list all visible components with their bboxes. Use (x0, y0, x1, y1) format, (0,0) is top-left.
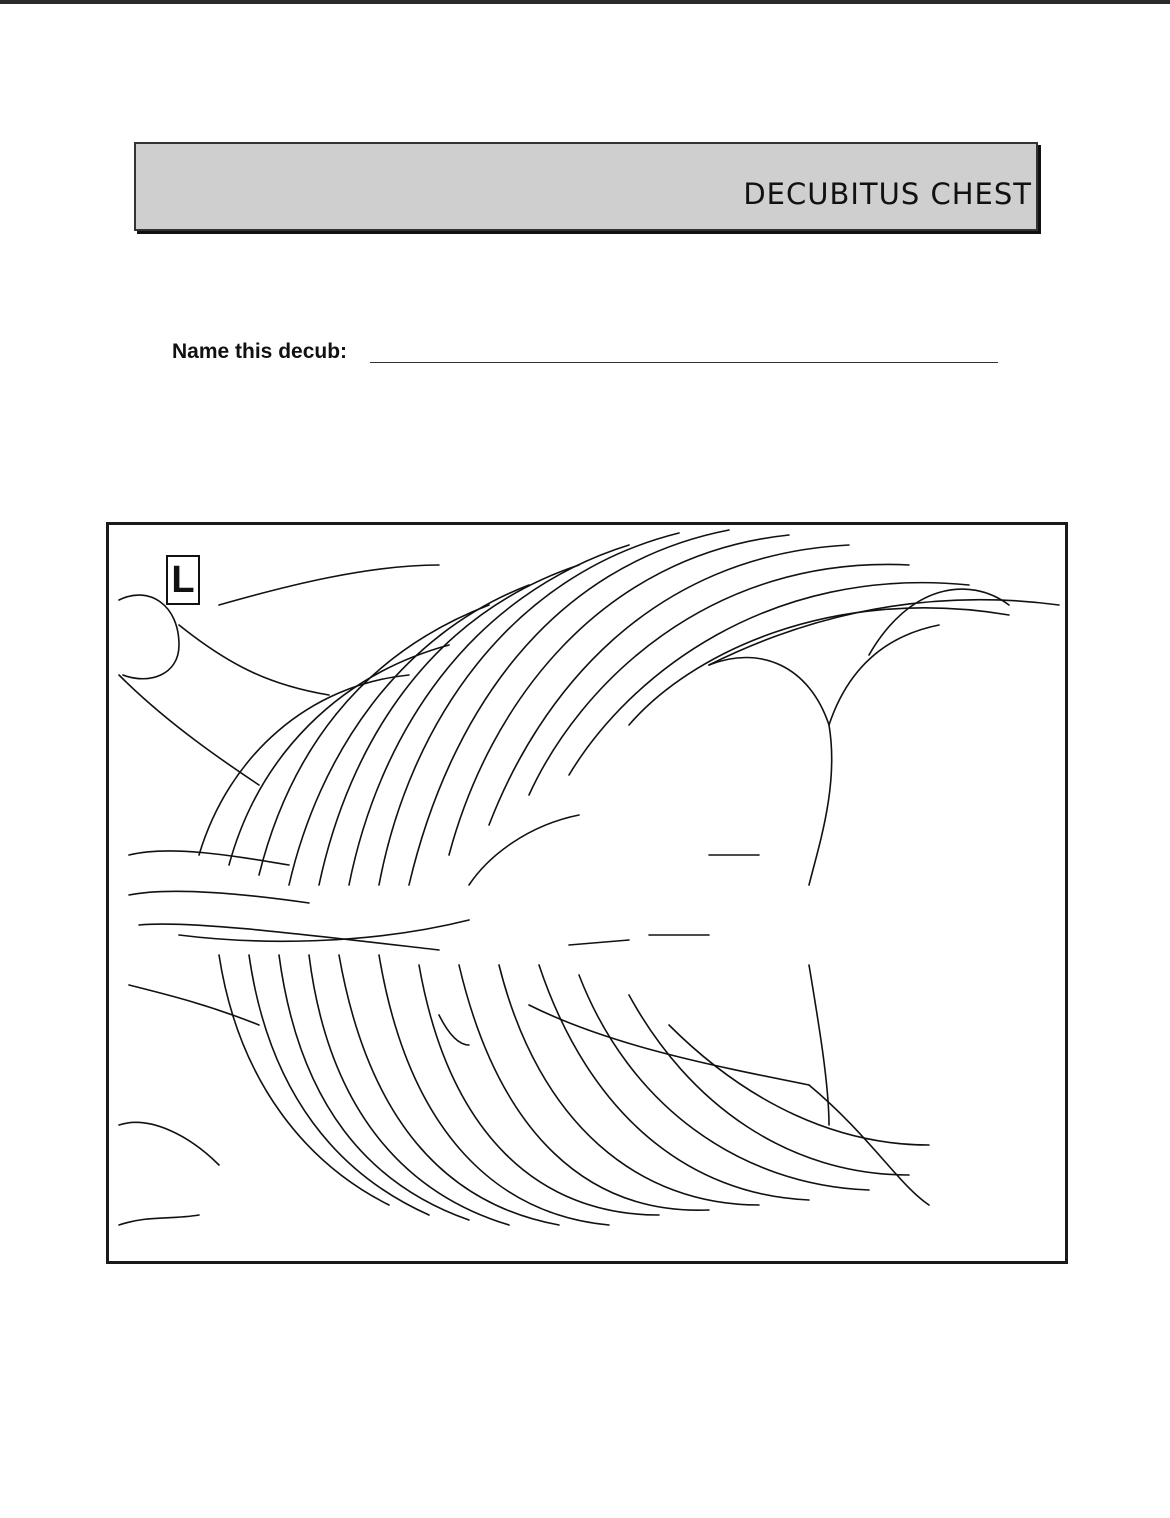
title-banner (134, 142, 1038, 231)
question-prompt: Name this decub: (172, 340, 348, 363)
chest-xray-lines (109, 525, 1065, 1261)
page-title: DECUBITUS CHEST (743, 177, 1032, 211)
side-marker: L (166, 555, 200, 605)
answer-line[interactable] (370, 362, 998, 363)
chest-xray-drawing (106, 522, 1068, 1264)
top-rule (0, 0, 1170, 4)
